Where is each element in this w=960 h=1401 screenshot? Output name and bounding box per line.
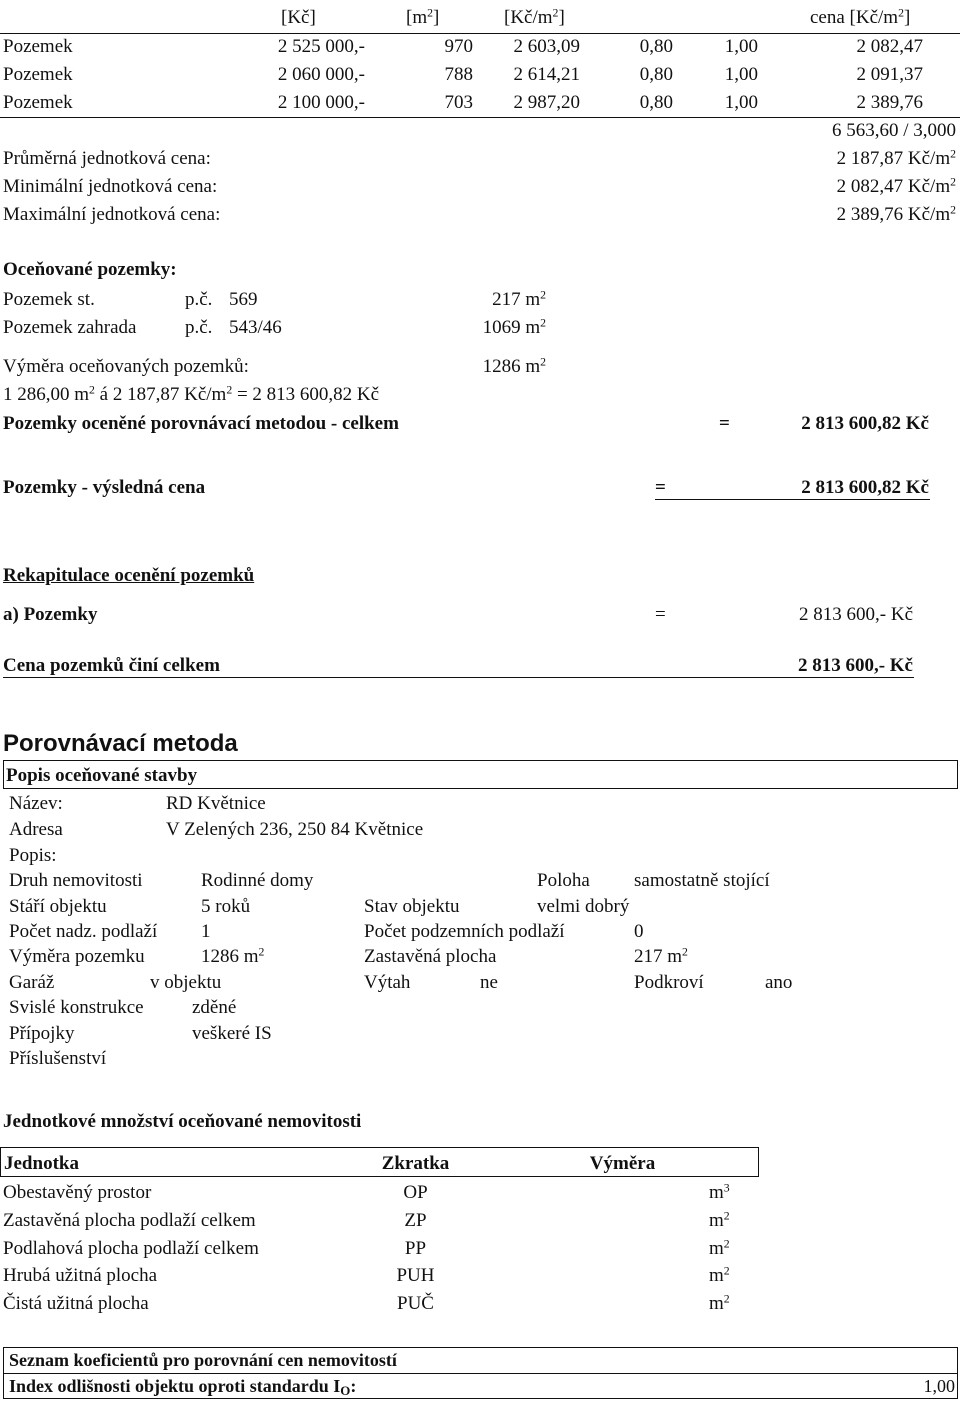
unit-name: Čistá užitná plocha xyxy=(3,1293,149,1314)
row-area: 703 xyxy=(444,92,473,113)
stat-value: 2 082,47 $Kč/m^2$ xyxy=(836,175,956,197)
result-value: 2 813 600,82 Kč xyxy=(801,413,929,434)
stat-label: Průměrná jednotková cena: xyxy=(3,148,211,169)
accessories-label: Příslušenství xyxy=(9,1048,107,1069)
coefficients-divider xyxy=(3,1373,958,1374)
garage-label: Garáž xyxy=(9,972,55,993)
row-coef-1: 0,80 xyxy=(639,92,673,113)
unit-abbr: PUH xyxy=(396,1265,435,1286)
final-price-label: Pozemky - výsledná cena xyxy=(3,477,206,498)
rows-divider xyxy=(0,117,960,118)
row-coef-2: 1,00 xyxy=(724,92,758,113)
unit-name: Obestavěný prostor xyxy=(3,1182,152,1203)
stat-value: 2 389,76 $Kč/m^2$ xyxy=(836,203,956,225)
age-value: 5 roků xyxy=(201,896,251,917)
row-price: 2 525 000,- xyxy=(277,36,365,57)
unit-name: Hrubá užitná plocha xyxy=(3,1265,158,1286)
row-area: 970 xyxy=(444,36,473,57)
parcel-number: 569 xyxy=(229,289,258,310)
building-description-heading: Popis oceňované stavby xyxy=(6,765,198,786)
parcel-kind: Pozemek st. xyxy=(3,289,95,310)
walls-label: Svislé konstrukce xyxy=(9,997,144,1018)
final-price-value: 2 813 600,82 Kč xyxy=(801,477,929,498)
row-price: 2 100 000,- xyxy=(277,92,365,113)
row-adjusted-price: 2 389,76 xyxy=(856,92,923,113)
row-name: Pozemek xyxy=(3,92,73,113)
total-area-label: Výměra oceňovaných pozemků: xyxy=(3,356,249,377)
walls-value: zděné xyxy=(192,997,237,1018)
row-coef-1: 0,80 xyxy=(639,64,673,85)
property-type-label: Druh nemovitosti xyxy=(9,870,143,891)
header-adjusted-price: cena $[Kč/m^2]$ xyxy=(810,6,911,28)
recap-item-eq: = xyxy=(655,604,666,625)
row-adjusted-price: 2 091,37 xyxy=(856,64,923,85)
units-heading: Jednotkové množství oceňované nemovitosti xyxy=(3,1111,362,1132)
valued-land-heading: Oceňované pozemky: xyxy=(3,259,177,280)
header-area: $[m^2]$ xyxy=(406,6,440,28)
land-area-label: Výměra pozemku xyxy=(9,946,145,967)
units-column-area: Výměra xyxy=(589,1153,656,1174)
header-unit-price: $[Kč/m^2]$ xyxy=(504,6,565,28)
unit-measure: $m^2$ xyxy=(709,1237,730,1259)
age-label: Stáří objektu xyxy=(9,896,107,917)
adjusted-price-sum: 6 563,60 / 3,000 xyxy=(831,120,956,141)
position-label: Poloha xyxy=(537,870,590,891)
attic-value: ano xyxy=(765,972,793,993)
unit-measure: $m^2$ xyxy=(709,1209,730,1231)
row-name: Pozemek xyxy=(3,36,73,57)
lift-label: Výtah xyxy=(364,972,411,993)
built-area-label: Zastavěná plocha xyxy=(364,946,497,967)
recap-heading: Rekapitulace ocenění pozemků xyxy=(3,565,255,586)
utilities-value: veškeré IS xyxy=(192,1023,272,1044)
garage-value: v objektu xyxy=(150,972,222,993)
underground-floors-label: Počet podzemních podlaží xyxy=(364,921,565,942)
recap-total-underline xyxy=(3,677,914,678)
address-label: Adresa xyxy=(9,819,63,840)
utilities-label: Přípojky xyxy=(9,1023,75,1044)
unit-measure: $m^2$ xyxy=(709,1292,730,1314)
result-eq: = xyxy=(719,413,730,434)
parcel-pc: p.č. xyxy=(185,289,213,310)
built-area-value: 217 $m^2$ xyxy=(634,945,688,967)
row-unit-price: 2 987,20 xyxy=(513,92,580,113)
units-column-abbr: Zkratka xyxy=(381,1153,450,1174)
row-name: Pozemek xyxy=(3,64,73,85)
index-label: Index odlišnosti objektu oproti standardu $I_O$: xyxy=(9,1376,357,1399)
section-title: Porovnávací metoda xyxy=(3,730,238,757)
row-coef-1: 0,80 xyxy=(639,36,673,57)
row-coef-2: 1,00 xyxy=(724,64,758,85)
row-unit-price: 2 603,09 xyxy=(513,36,580,57)
parcel-pc: p.č. xyxy=(185,317,213,338)
header-price: [Kč] xyxy=(281,7,316,28)
row-unit-price: 2 614,21 xyxy=(513,64,580,85)
unit-abbr: OP xyxy=(403,1182,428,1203)
total-area-value: 1286 $m^2$ xyxy=(482,355,546,377)
parcel-area: 217 $m^2$ xyxy=(492,288,546,310)
result-label: Pozemky oceněné porovnávací metodou - celkem xyxy=(3,413,399,434)
unit-abbr: ZP xyxy=(404,1210,427,1231)
floors-value: 1 xyxy=(201,921,211,942)
stat-label: Maximální jednotková cena: xyxy=(3,204,221,225)
land-area-value: 1286 $m^2$ xyxy=(201,945,265,967)
stat-value: 2 187,87 $Kč/m^2$ xyxy=(836,147,956,169)
property-type-value: Rodinné domy xyxy=(201,870,314,891)
unit-name: Podlahová plocha podlaží celkem xyxy=(3,1238,259,1259)
unit-abbr: PUČ xyxy=(397,1293,434,1314)
row-price: 2 060 000,- xyxy=(277,64,365,85)
recap-item-label: a) Pozemky xyxy=(3,604,98,625)
header-divider xyxy=(0,33,960,34)
name-label: Název: xyxy=(9,793,63,814)
unit-name: Zastavěná plocha podlaží celkem xyxy=(3,1210,256,1231)
coefficients-heading: Seznam koeficientů pro porovnání cen nemovitostí xyxy=(9,1350,397,1370)
row-coef-2: 1,00 xyxy=(724,36,758,57)
calculation-line: 1 286,00 $m^2$ á 2 187,87 $Kč/m^2 = 2$ 813 600,82 Kč xyxy=(3,383,380,405)
parcel-area: 1069 $m^2$ xyxy=(482,316,546,338)
row-area: 788 xyxy=(444,64,473,85)
attic-label: Podkroví xyxy=(634,972,704,993)
final-price-eq: = xyxy=(655,477,666,498)
parcel-kind: Pozemek zahrada xyxy=(3,317,137,338)
unit-abbr: PP xyxy=(404,1238,427,1259)
recap-item-value: 2 813 600,- Kč xyxy=(799,604,913,625)
row-adjusted-price: 2 082,47 xyxy=(856,36,923,57)
state-value: velmi dobrý xyxy=(537,896,630,917)
unit-measure: $m^2$ xyxy=(709,1264,730,1286)
unit-measure: $m^3$ xyxy=(709,1181,730,1203)
underground-floors-value: 0 xyxy=(634,921,644,942)
recap-total-value: 2 813 600,- Kč xyxy=(797,655,913,676)
final-price-underline xyxy=(655,499,930,500)
floors-label: Počet nadz. podlaží xyxy=(9,921,158,942)
stat-label: Minimální jednotková cena: xyxy=(3,176,218,197)
state-label: Stav objektu xyxy=(364,896,460,917)
address-value: V Zelených 236, 250 84 Květnice xyxy=(166,819,424,840)
parcel-number: 543/46 xyxy=(229,317,282,338)
description-label: Popis: xyxy=(9,845,57,866)
name-value: RD Květnice xyxy=(166,793,266,814)
index-value: 1,00 xyxy=(923,1376,955,1396)
recap-total-label: Cena pozemků činí celkem xyxy=(3,655,220,676)
position-value: samostatně stojící xyxy=(634,870,770,891)
lift-value: ne xyxy=(480,972,498,993)
units-column-unit: Jednotka xyxy=(4,1153,79,1174)
